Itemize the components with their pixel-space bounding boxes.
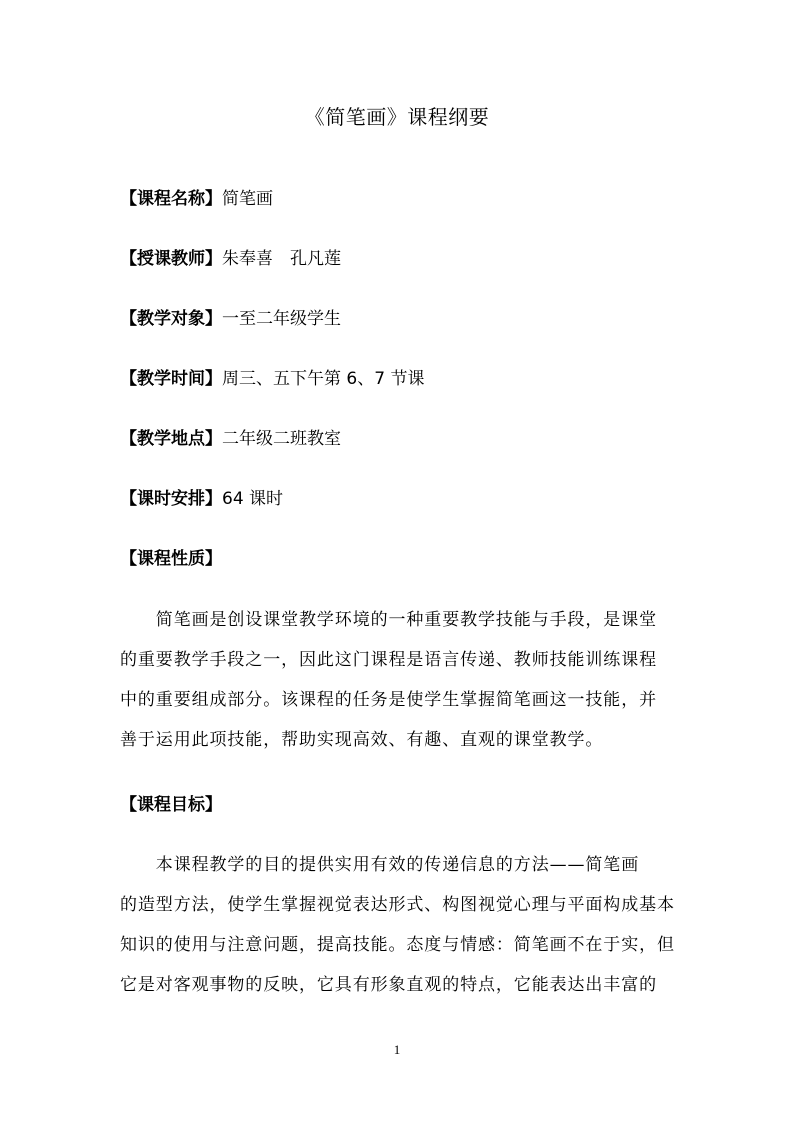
paragraph-line: 的造型方法，使学生掌握视觉表达形式、构图视觉心理与平面构成基本 xyxy=(120,895,675,915)
field-audience xyxy=(120,307,341,331)
field-label: 【教学地点】 xyxy=(120,429,222,449)
field-label: 【课时安排】 xyxy=(120,489,222,509)
document-title: 《简笔画》课程纲要 xyxy=(304,105,490,129)
field-course-name xyxy=(120,187,273,211)
field-value: 一至二年级学生 xyxy=(222,309,341,329)
field-label: 【授课教师】 xyxy=(120,249,222,269)
section-heading-nature: 【课程性质】 xyxy=(120,549,222,569)
field-value: 二年级二班教室 xyxy=(222,429,341,449)
paragraph-line: 善于运用此项技能，帮助实现高效、有趣、直观的课堂教学。 xyxy=(120,730,604,750)
section-body-nature xyxy=(120,600,676,760)
page-number: 1 xyxy=(393,1042,401,1057)
paragraph-line: 简笔画是创设课堂教学环境的一种重要教学技能与手段，是课堂 xyxy=(120,610,657,630)
field-value: 周三、五下午第 6、7 节课 xyxy=(222,369,425,389)
field-value: 朱奉喜 孔凡莲 xyxy=(222,249,341,269)
field-label: 【课程名称】 xyxy=(120,189,222,209)
section-body-goals xyxy=(120,845,676,1005)
field-value: 简笔画 xyxy=(222,189,273,209)
paragraph-line: 知识的使用与注意问题，提高技能。态度与情感：简笔画不在于实，但 xyxy=(120,935,675,955)
field-label: 【教学时间】 xyxy=(120,369,222,389)
field-teacher xyxy=(120,247,341,271)
field-label: 【教学对象】 xyxy=(120,309,222,329)
paragraph-line: 它是对客观事物的反映，它具有形象直观的特点，它能表达出丰富的 xyxy=(120,975,657,995)
field-hours xyxy=(120,487,283,511)
paragraph-line: 中的重要组成部分。该课程的任务是使学生掌握简笔画这一技能，并 xyxy=(120,690,657,710)
field-value: 64 课时 xyxy=(222,489,284,509)
paragraph-line: 的重要教学手段之一，因此这门课程是语言传递、教师技能训练课程 xyxy=(120,650,657,670)
section-heading-goals: 【课程目标】 xyxy=(120,795,222,815)
field-time xyxy=(120,367,424,391)
paragraph-line: 本课程教学的目的提供实用有效的传递信息的方法——简笔画 xyxy=(120,855,640,875)
field-location xyxy=(120,427,341,451)
